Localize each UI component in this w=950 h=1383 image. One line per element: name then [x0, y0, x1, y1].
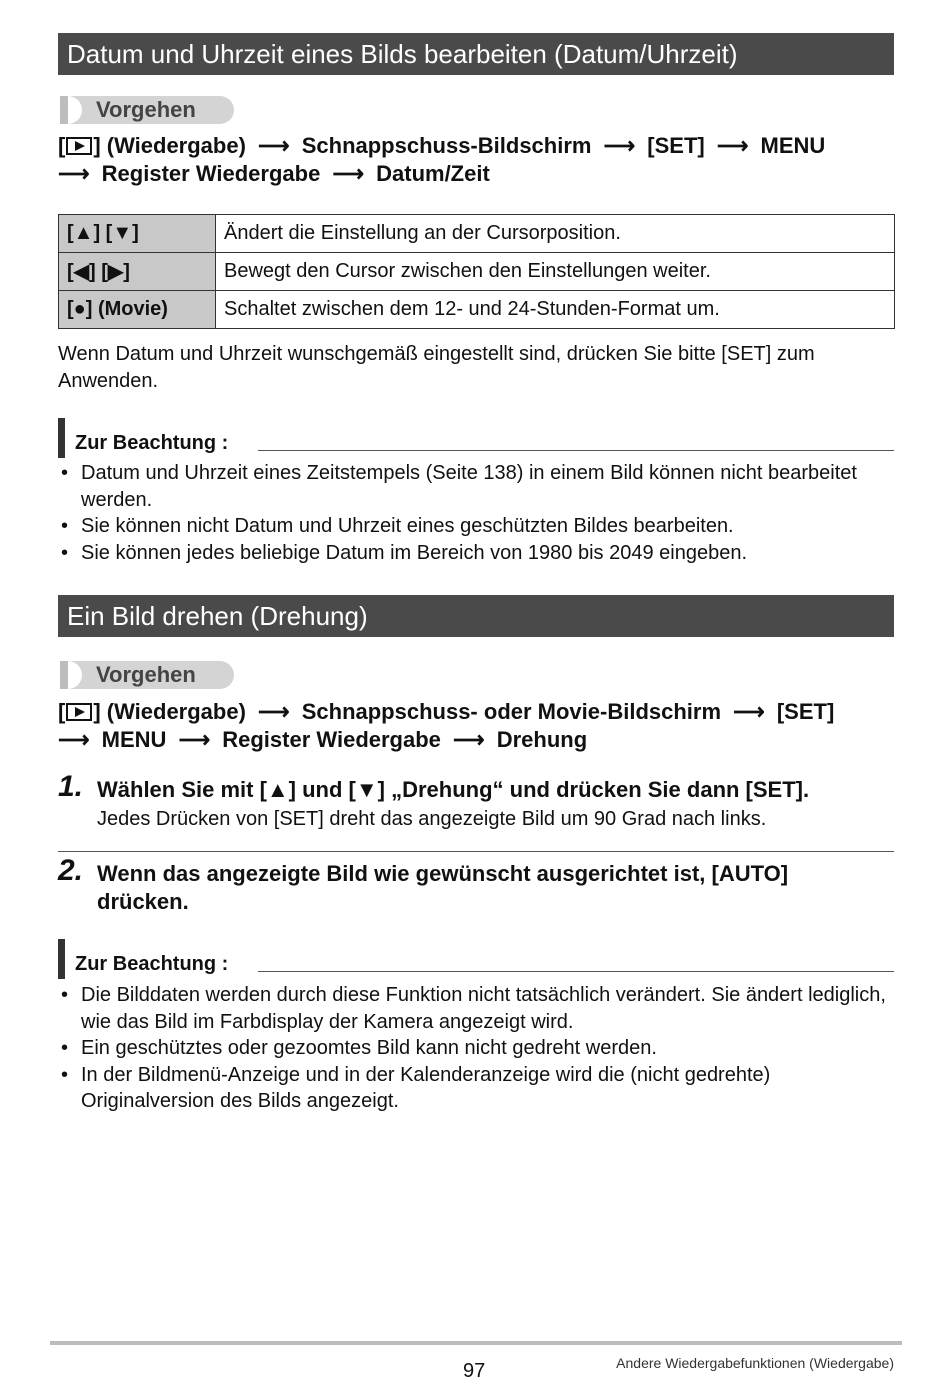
arrow-icon: ⟶: [603, 133, 636, 158]
arrow-icon: ⟶: [58, 727, 90, 752]
step-number: 2.: [58, 854, 84, 887]
step-title: Wenn das angezeigte Bild wie gewünscht ausgerichtet ist, [AUTO]: [97, 861, 789, 886]
table-key-cell: [●] (Movie): [59, 291, 216, 329]
table-row: [59, 253, 895, 291]
playback-icon: [66, 137, 92, 155]
section-title-drehung: Ein Bild drehen (Drehung): [58, 595, 894, 637]
playback-icon: [66, 703, 92, 721]
arrow-icon: ⟶: [332, 161, 364, 186]
list-item: • Sie können jedes beliebige Datum im Bereich von 1980 bis 2049 eingeben.: [58, 540, 894, 567]
arrow-icon: ⟶: [733, 699, 765, 724]
table-key-cell: [◀] [▶]: [59, 253, 216, 291]
table-key-cell: [▲] [▼]: [59, 215, 216, 253]
arrow-icon: ⟶: [258, 133, 290, 158]
procedure-path-line2: ⟶ Register Wiedergabe ⟶ Datum/Zeit: [58, 161, 490, 186]
button-functions-table: [58, 214, 895, 329]
note-bar: [58, 939, 65, 979]
table-desc-cell: Schaltet zwischen dem 12- und 24-Stunden-Format um.: [216, 291, 895, 329]
section-title-datum-uhrzeit: Datum und Uhrzeit eines Bilds bearbeiten (Datum/Uhrzeit): [58, 33, 894, 75]
arrow-icon: ⟶: [58, 161, 90, 186]
note-header: [58, 939, 894, 979]
table-row: [59, 215, 895, 253]
arrow-icon: ⟶: [716, 133, 749, 158]
vorgehen-label: Vorgehen: [60, 661, 234, 689]
body-paragraph: Wenn Datum und Uhrzeit wunschgemäß eingestellt sind, drücken Sie bitte [SET] zum Anwenden.: [58, 343, 815, 392]
list-item: • Sie können nicht Datum und Uhrzeit eines geschützten Bildes bearbeiten.: [58, 513, 894, 540]
vorgehen-label: Vorgehen: [60, 96, 234, 124]
arrow-icon: ⟶: [258, 699, 290, 724]
notes-list: [58, 982, 894, 1115]
arrow-icon: ⟶: [178, 727, 211, 752]
list-item: • Datum und Uhrzeit eines Zeitstempels (Seite 138) in einem Bild können nicht bearbeitet werden.: [58, 460, 894, 513]
step-description: Jedes Drücken von [SET] dreht das angezeigte Bild um 90 Grad nach links.: [97, 808, 767, 830]
step-title: drücken.: [97, 889, 189, 914]
table-desc-cell: Bewegt den Cursor zwischen den Einstellungen weiter.: [216, 253, 895, 291]
arrow-icon: ⟶: [453, 727, 485, 752]
procedure-path-line1: [ ] (Wiedergabe) ⟶ Schnappschuss- oder Movie-Bildschirm ⟶ [SET]: [58, 699, 835, 724]
note-title: Zur Beachtung :: [75, 432, 229, 454]
table-row: [59, 291, 895, 329]
table-desc-cell: Ändert die Einstellung an der Cursorposition.: [216, 215, 895, 253]
chapter-label: Andere Wiedergabefunktionen (Wiedergabe): [616, 1355, 894, 1371]
procedure-path-line1: [ ] (Wiedergabe) ⟶ Schnappschuss-Bildschirm ⟶ [SET] ⟶ MENU: [58, 133, 826, 158]
note-title: Zur Beachtung :: [75, 953, 229, 975]
step-number: 1.: [58, 770, 84, 803]
page-number: 97: [463, 1360, 486, 1382]
note-header: [58, 418, 894, 458]
footer-rule: [50, 1341, 902, 1345]
list-item: • Die Bilddaten werden durch diese Funktion nicht tatsächlich verändert. Sie ändert lediglich, wie das Bild im Farbdisplay der Kamera angezeigt wird.: [58, 982, 894, 1035]
list-item: • Ein geschütztes oder gezoomtes Bild kann nicht gedreht werden.: [58, 1035, 894, 1062]
step-divider: [58, 851, 894, 852]
notes-list: [58, 460, 894, 566]
step-title: Wählen Sie mit [▲] und [▼] „Drehung“ und drücken Sie dann [SET].: [97, 777, 810, 802]
procedure-path-line2: ⟶ MENU ⟶ Register Wiedergabe ⟶ Drehung: [58, 727, 588, 752]
list-item: • In der Bildmenü-Anzeige und in der Kalenderanzeige wird die (nicht gedrehte) Originalversion des Bilds angezeigt.: [58, 1062, 894, 1115]
note-bar: [58, 418, 65, 458]
